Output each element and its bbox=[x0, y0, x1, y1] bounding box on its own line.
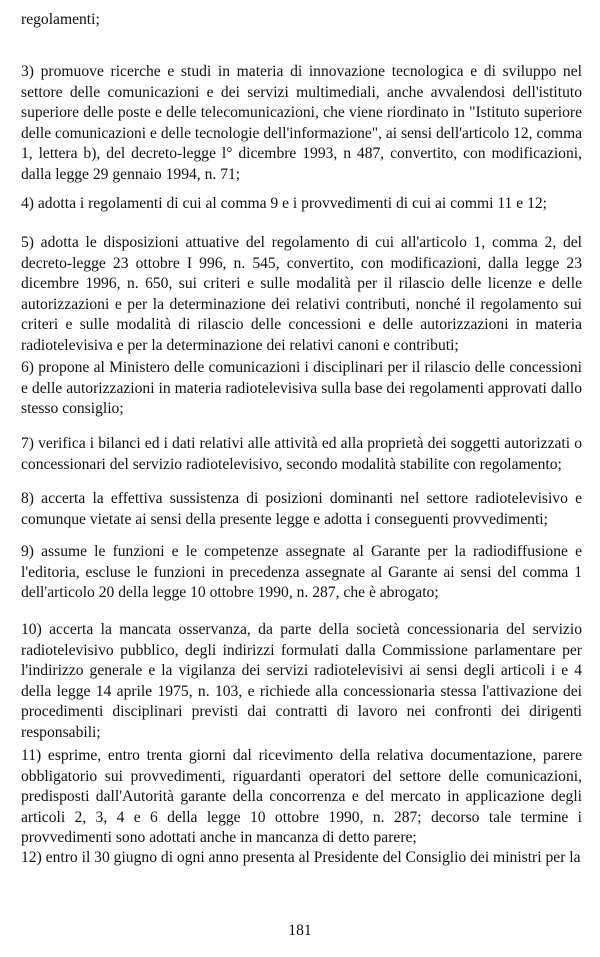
text-line: comunque vietate ai sensi della presente legge e adotta i conseguenti provvedimenti; bbox=[21, 510, 548, 528]
paragraph-item-7 bbox=[21, 434, 582, 475]
text-line: predisposti dall'Autorità garante della concorrenza e del mercato in applicazione degli bbox=[21, 788, 582, 806]
text-line: 3) promuove ricerche e studi in materia di innovazione tecnologica e di sviluppo nel bbox=[21, 63, 582, 80]
text-line: delle comunicazioni e delle tecnologie dell'informazione", ai sensi dell'articolo 12, comma bbox=[21, 124, 582, 142]
text-line: radiotelevisiva e per la determinazione dei relativi canoni e contributi; bbox=[21, 336, 459, 354]
paragraph-item-4 bbox=[21, 194, 582, 215]
text-line: autorizzazioni e per la determinazione dei relativi contributi, nonché il regolamento sui bbox=[21, 295, 582, 313]
text-line: regolamenti; bbox=[21, 11, 100, 28]
text-line: della legge 14 aprile 1975, n. 103, e richiede alla concessionaria stessa l'attivazione dei bbox=[21, 682, 582, 700]
paragraph-continuation bbox=[21, 10, 582, 31]
text-line: dalla legge 29 gennaio 1994, n. 71; bbox=[21, 165, 241, 183]
text-line: 6) propone al Ministero delle comunicazioni i disciplinari per il rilascio delle concessioni bbox=[21, 359, 582, 376]
text-line: concessionari del servizio radiotelevisivo, secondo modalità stabilite con regolamento; bbox=[21, 455, 562, 473]
text-line: settore delle comunicazioni e dei servizi multimediali, anche avvalendosi dell'istituto bbox=[21, 83, 582, 101]
text-line: radiotelevisivo pubblico, degli indirizzi formulati dalla Commissione parlamentare per bbox=[21, 641, 582, 659]
text-line: dell'articolo 20 della legge 10 ottobre 1990, n. 287, che è abrogato; bbox=[21, 584, 439, 602]
text-line: 11) esprime, entro trenta giorni dal ricevimento della relativa documentazione, parere bbox=[21, 747, 582, 764]
paragraph-item-8 bbox=[21, 489, 582, 530]
paragraph-item-12 bbox=[21, 848, 582, 869]
paragraph-item-10 bbox=[21, 620, 582, 744]
text-line: criteri e sulle modalità di rilascio delle concessioni e delle autorizzazioni in materia bbox=[21, 316, 582, 334]
text-line: 5) adotta le disposizioni attuative del regolamento di cui all'articolo 1, comma 2, del bbox=[21, 234, 582, 251]
text-line: 8) accerta la effettiva sussistenza di posizioni dominanti nel settore radiotelevisivo e bbox=[21, 490, 582, 507]
text-line: 12) entro il 30 giugno di ogni anno presenta al Presidente del Consiglio dei ministri per la bbox=[21, 849, 581, 866]
paragraph-item-9 bbox=[21, 542, 582, 604]
text-line: articoli 2, 3, 4 e 6 della legge 10 ottobre 1990, n. 287; decorso tale termine i bbox=[21, 808, 582, 826]
text-line: stesso consiglio; bbox=[21, 400, 124, 418]
text-line: decreto-legge 23 ottobre I 996, n. 545, convertito, con modificazioni, dalla legge 23 bbox=[21, 254, 582, 272]
text-line: responsabili; bbox=[21, 723, 101, 741]
text-line: 9) assume le funzioni e le competenze assegnate al Garante per la radiodiffusione e bbox=[21, 543, 582, 560]
paragraph-item-3 bbox=[21, 62, 582, 186]
text-line: 1, lettera b), del decreto-legge l° dicembre 1993, n 487, convertito, con modificazioni, bbox=[21, 145, 582, 163]
page-number: 181 bbox=[288, 922, 312, 939]
text-line: obbligatorio sui provvedimenti, riguardanti operatori del settore delle comunicazioni, bbox=[21, 767, 582, 785]
text-line: superiore delle poste e delle telecomunicazioni, che viene riordinato in "Istituto superiore bbox=[21, 104, 582, 122]
text-line: 7) verifica i bilanci ed i dati relativi alle attività ed alla proprietà dei soggetti autorizzati o bbox=[21, 435, 582, 452]
text-line: l'editoria, escluse le funzioni in precedenza assegnate al Garante ai sensi del comma 1 bbox=[21, 563, 582, 581]
text-line: l'indirizzo generale e la vigilanza dei servizi radiotelevisivi ai sensi degli articoli i e 4 bbox=[21, 662, 582, 680]
text-line: e delle autorizzazioni in materia radiotelevisiva sulla base dei regolamenti approvati dallo bbox=[21, 379, 582, 397]
paragraph-item-5 bbox=[21, 233, 582, 357]
text-line: procedimenti disciplinari previsti dai contratti di lavoro nei confronti dei dirigenti bbox=[21, 703, 582, 721]
text-line: dicembre 1996, n. 650, sui criteri e sulle modalità per il rilascio delle licenze e delle bbox=[21, 275, 582, 293]
text-line: 4) adotta i regolamenti di cui al comma 9 e i provvedimenti di cui ai commi 11 e 12; bbox=[21, 195, 547, 212]
paragraph-item-6 bbox=[21, 358, 582, 420]
paragraph-item-11 bbox=[21, 746, 582, 849]
text-line: provvedimenti sono adottati anche in mancanza di detto parere; bbox=[21, 829, 417, 847]
text-line: 10) accerta la mancata osservanza, da parte della società concessionaria del servizio bbox=[21, 621, 582, 638]
